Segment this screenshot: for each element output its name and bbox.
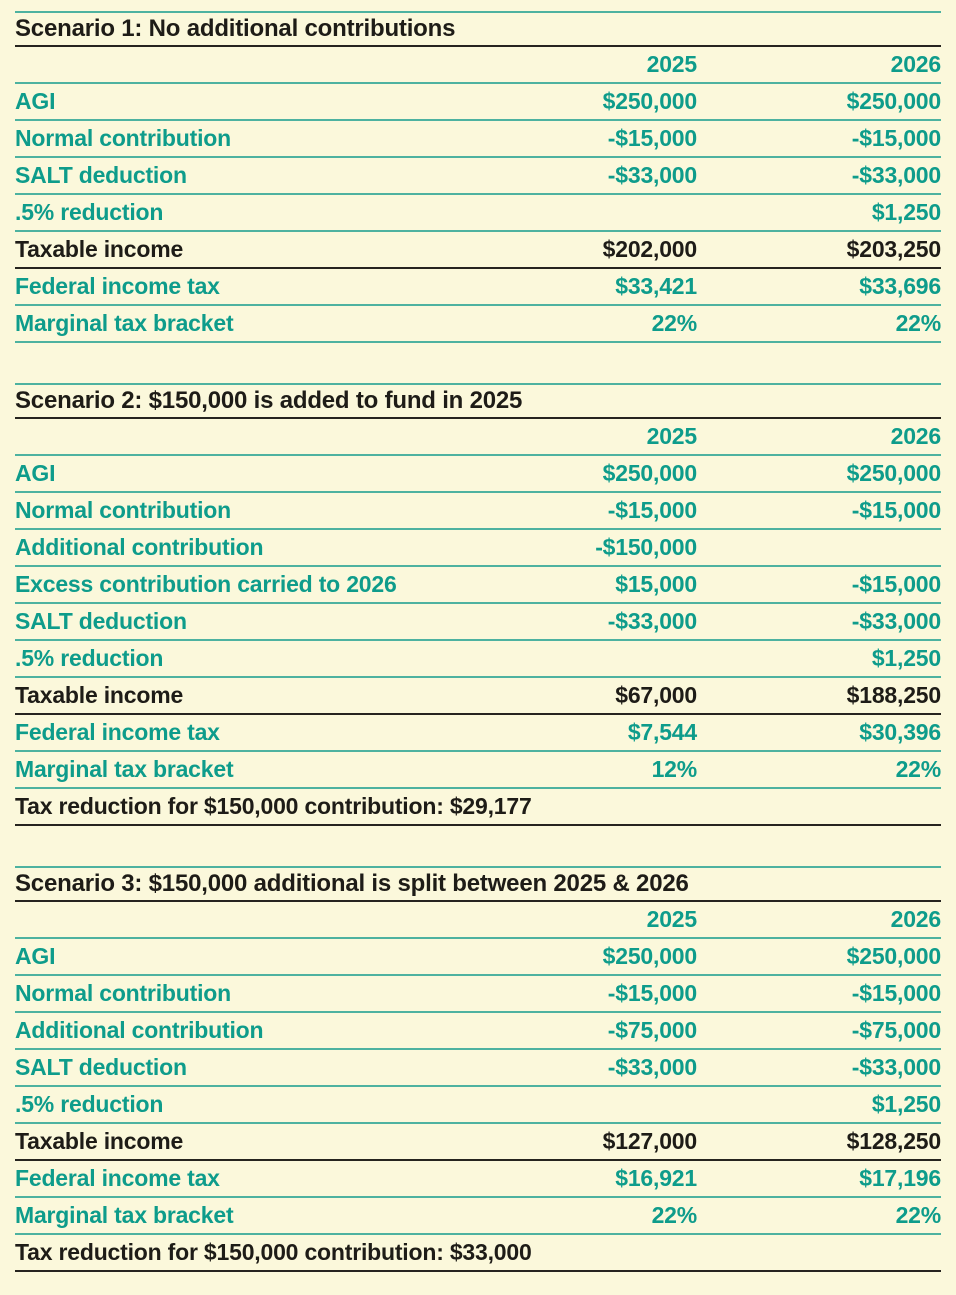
cell-2025: -$33,000 [607, 162, 697, 188]
cell-2025: $15,000 [615, 571, 697, 597]
column-header-2025: 2025 [646, 423, 697, 449]
row-label: Marginal tax bracket [15, 310, 234, 336]
row-label: Federal income tax [15, 273, 220, 299]
row-label: Normal contribution [15, 125, 231, 151]
row-label: .5% reduction [15, 1091, 164, 1117]
row-label: .5% reduction [15, 199, 164, 225]
row-label: SALT deduction [15, 162, 187, 188]
cell-2025: $250,000 [602, 88, 697, 114]
row-label: Excess contribution carried to 2026 [15, 571, 397, 597]
cell-2025: $250,000 [602, 943, 697, 969]
table-row [15, 1198, 941, 1235]
cell-2025: $127,000 [602, 1128, 697, 1154]
cell-2026: $188,250 [846, 682, 941, 708]
column-header-2026: 2026 [890, 51, 941, 77]
cell-2026: $250,000 [846, 943, 941, 969]
scenario-title: Scenario 3: $150,000 additional is split between 2025 & 2026 [15, 868, 941, 902]
cell-2025: -$15,000 [607, 980, 697, 1006]
cell-2026: $1,250 [871, 199, 941, 225]
cell-2025: 22% [651, 310, 697, 336]
cell-2025: $250,000 [602, 460, 697, 486]
column-header-2025: 2025 [646, 906, 697, 932]
table-row [15, 1087, 941, 1124]
table-row [15, 641, 941, 678]
cell-2025: $67,000 [615, 682, 697, 708]
cell-2026: $33,696 [859, 273, 941, 299]
cell-2026: $128,250 [846, 1128, 941, 1154]
cell-2025: -$15,000 [607, 125, 697, 151]
row-label: Normal contribution [15, 980, 231, 1006]
cell-2025: -$33,000 [607, 1054, 697, 1080]
row-label: Taxable income [15, 682, 184, 708]
scenario-tables [15, 11, 941, 1272]
row-label: Marginal tax bracket [15, 1202, 234, 1228]
row-label: .5% reduction [15, 645, 164, 671]
row-label: Marginal tax bracket [15, 756, 234, 782]
table-row [15, 1050, 941, 1087]
row-label: Normal contribution [15, 497, 231, 523]
cell-2026: -$75,000 [851, 1017, 941, 1043]
table-row [15, 1013, 941, 1050]
cell-2026: -$33,000 [851, 1054, 941, 1080]
cell-2025: $16,921 [615, 1165, 697, 1191]
cell-2026: $250,000 [846, 88, 941, 114]
column-header-2026: 2026 [890, 423, 941, 449]
table-row [15, 752, 941, 789]
row-label: Federal income tax [15, 1165, 220, 1191]
table-row [15, 269, 941, 306]
table-row [15, 567, 941, 604]
table-row [15, 976, 941, 1013]
cell-2025: -$150,000 [595, 534, 697, 560]
table-row [15, 1161, 941, 1198]
cell-2025: $202,000 [602, 236, 697, 262]
cell-2026: -$33,000 [851, 608, 941, 634]
cell-2026: $250,000 [846, 460, 941, 486]
row-label: AGI [15, 460, 56, 486]
cell-2026: 22% [895, 1202, 941, 1228]
table-row [15, 493, 941, 530]
cell-2026: -$33,000 [851, 162, 941, 188]
scenario-table [15, 11, 941, 343]
cell-2025: -$33,000 [607, 608, 697, 634]
scenario-table [15, 866, 941, 1272]
scenario-title: Scenario 1: No additional contributions [15, 13, 941, 47]
table-row [15, 158, 941, 195]
scenario-footer: Tax reduction for $150,000 contribution: $29,177 [15, 789, 941, 826]
row-label: Taxable income [15, 236, 184, 262]
cell-2026: $203,250 [846, 236, 941, 262]
table-row [15, 121, 941, 158]
table-row [15, 604, 941, 641]
cell-2026: -$15,000 [851, 497, 941, 523]
row-label: Taxable income [15, 1128, 184, 1154]
cell-2025: 12% [651, 756, 697, 782]
table-row [15, 1124, 941, 1161]
column-header-row [15, 419, 941, 456]
cell-2026: $17,196 [859, 1165, 941, 1191]
table-row [15, 939, 941, 976]
scenario-footer: Tax reduction for $150,000 contribution: $33,000 [15, 1235, 941, 1272]
table-row [15, 306, 941, 343]
cell-2026: -$15,000 [851, 125, 941, 151]
cell-2025: $33,421 [615, 273, 697, 299]
cell-2026: $1,250 [871, 1091, 941, 1117]
table-row [15, 232, 941, 269]
row-label: SALT deduction [15, 608, 187, 634]
cell-2025: -$75,000 [607, 1017, 697, 1043]
cell-2026: 22% [895, 310, 941, 336]
scenario-title: Scenario 2: $150,000 is added to fund in 2025 [15, 385, 941, 419]
table-row [15, 195, 941, 232]
table-row [15, 530, 941, 567]
table-row [15, 456, 941, 493]
cell-2025: -$15,000 [607, 497, 697, 523]
column-header-row [15, 47, 941, 84]
row-label: Additional contribution [15, 1017, 264, 1043]
row-label: Additional contribution [15, 534, 264, 560]
scenario-table [15, 383, 941, 826]
column-header-2026: 2026 [890, 906, 941, 932]
cell-2026: -$15,000 [851, 571, 941, 597]
table-row [15, 84, 941, 121]
table-row [15, 715, 941, 752]
cell-2026: $30,396 [859, 719, 941, 745]
cell-2025: 22% [651, 1202, 697, 1228]
row-label: AGI [15, 943, 56, 969]
column-header-2025: 2025 [646, 51, 697, 77]
table-row [15, 678, 941, 715]
column-header-row [15, 902, 941, 939]
cell-2026: -$15,000 [851, 980, 941, 1006]
cell-2026: 22% [895, 756, 941, 782]
row-label: Federal income tax [15, 719, 220, 745]
row-label: AGI [15, 88, 56, 114]
cell-2025: $7,544 [627, 719, 697, 745]
cell-2026: $1,250 [871, 645, 941, 671]
row-label: SALT deduction [15, 1054, 187, 1080]
